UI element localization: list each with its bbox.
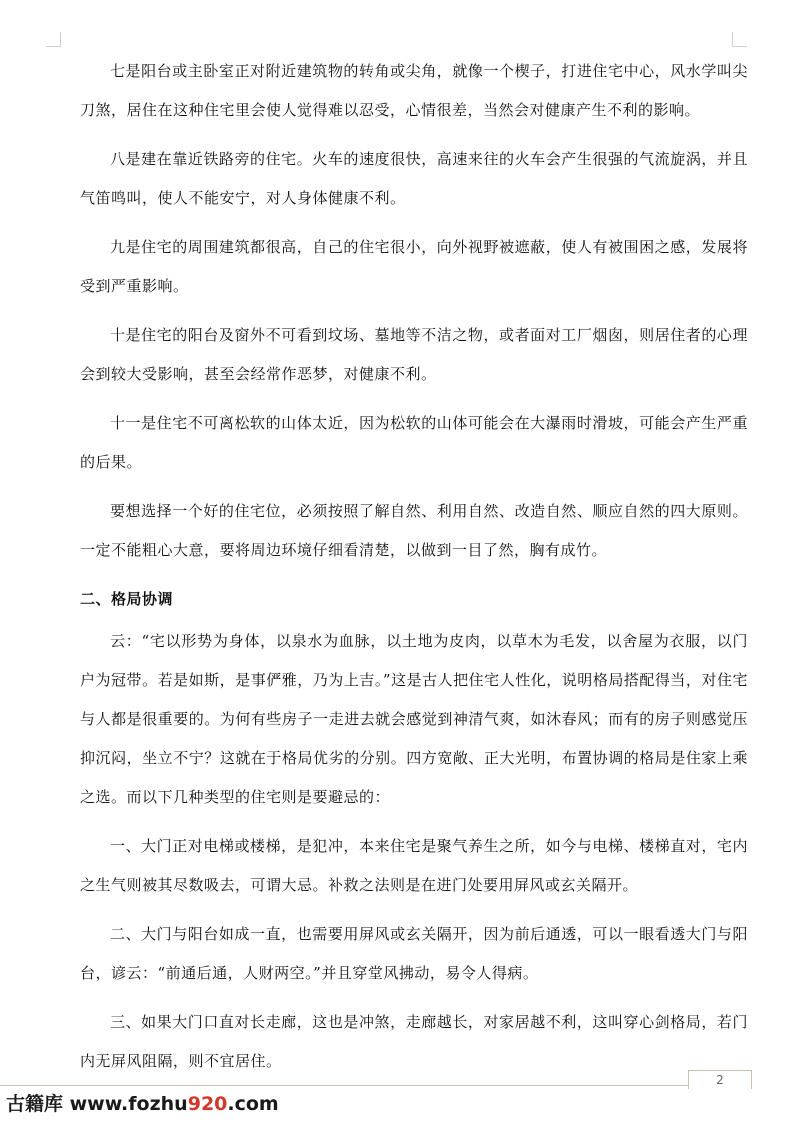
section-item-1: 一、大门正对电梯或楼梯，是犯冲，本来住宅是聚气养生之所，如今与电梯、楼梯直对，宅内之生气则被其尽数吸去，可谓大忌。补救之法则是在进门处要用屏风或玄关隔开。 <box>80 837 748 894</box>
paragraph-7: 七是阳台或主卧室正对附近建筑物的转角或尖角，就像一个楔子，打进住宅中心，风水学叫尖刀煞，居住在这种住宅里会使人觉得难以忍受，心情很差，当然会对健康产生不利的影响。 <box>80 62 748 119</box>
paragraph-summary: 要想选择一个好的住宅位，必须按照了解自然、利用自然、改造自然、顺应自然的四大原则。一定不能粗心大意，要将周边环境仔细看清楚，以做到一目了然，胸有成竹。 <box>80 502 748 559</box>
document-body <box>80 52 748 1091</box>
watermark-suffix: .com <box>227 1093 279 1115</box>
page-number: 2 <box>688 1070 752 1089</box>
paragraph-9: 九是住宅的周围建筑都很高，自己的住宅很小，向外视野被遮蔽，使人有被围困之感，发展将受到严重影响。 <box>80 238 748 295</box>
crop-mark-top-left <box>46 32 61 47</box>
watermark-accent: 920 <box>187 1093 228 1115</box>
section-item-2: 二、大门与阳台如成一直，也需要用屏风或玄关隔开，因为前后通透，可以一眼看透大门与阳台，谚云：“前通后通，人财两空。”并且穿堂风拂动，易令人得病。 <box>80 925 748 982</box>
section-item-3: 三、如果大门口直对长走廊，这也是冲煞，走廊越长，对家居越不利，这叫穿心剑格局，若门内无屏风阻隔，则不宜居住。 <box>80 1013 748 1070</box>
watermark-prefix: 古籍库 www.fozhu <box>6 1093 188 1115</box>
paragraph-10: 十是住宅的阳台及窗外不可看到坟场、墓地等不洁之物，或者面对工厂烟囱，则居住者的心理会到较大受影响，甚至会经常作恶梦，对健康不利。 <box>80 326 748 383</box>
section-heading: 二、格局协调 <box>80 590 174 608</box>
site-watermark <box>6 1089 279 1116</box>
paragraph-11: 十一是住宅不可离松软的山体太近，因为松软的山体可能会在大瀑雨时滑坡，可能会产生严重的后果。 <box>80 414 748 471</box>
crop-mark-top-right <box>732 32 747 47</box>
section-intro-paragraph: 云：“宅以形势为身体，以泉水为血脉，以土地为皮肉，以草木为毛发，以舍屋为衣服，以门户为冠带。若是如斯，是事俨雅，乃为上吉。”这是古人把住宅人性化，说明格局搭配得当，对住宅与人都是很重要的。为何有些房子一走进去就会感觉到神清气爽，如沐春风；而有的房子则感觉压抑沉闷，坐立不宁？这就在于格局优劣的分别。四方宽敞、正大光明，布置协调的格局是住家上乘之选。而以下几种类型的住宅则是要避忌的： <box>80 632 748 806</box>
footer-rule <box>0 1085 750 1086</box>
paragraph-8: 八是建在靠近铁路旁的住宅。火车的速度很快，高速来往的火车会产生很强的气流旋涡，并且气笛鸣叫，使人不能安宁，对人身体健康不利。 <box>80 150 748 207</box>
